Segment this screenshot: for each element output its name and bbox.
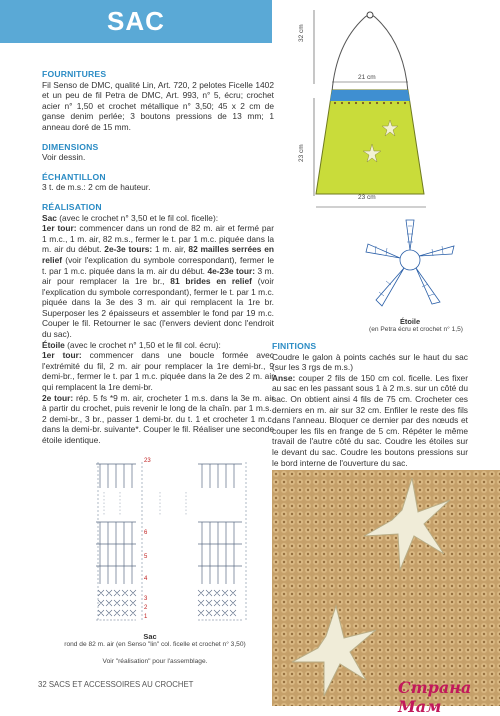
fournitures-heading: FOURNITURES (42, 69, 107, 79)
sac-title: Sac (42, 212, 57, 223)
bag-photo (272, 470, 500, 706)
watermark-logo: Страна Мам (398, 678, 472, 716)
etoile-tour2-label: 2e tour: (42, 392, 74, 403)
tour1-text: commencer dans un rond de 82 m. air et fermé par 1 m.c., 1 m. air, 82 m.s., fermer le t. par 1 m.c. piquée dans la m. air du début. (42, 223, 274, 255)
bag-body (316, 90, 424, 194)
dim-strap: 32 cm (298, 24, 305, 42)
anse-label: Anse: (272, 372, 296, 383)
star-diagram (362, 216, 458, 316)
etoile-tour1-label: 1er tour: (42, 350, 82, 361)
sac-intro: (avec le crochet n° 3,50 et le fil col. ficelle): (56, 212, 219, 223)
stitch-chart (86, 458, 258, 626)
etoile-intro: (avec le crochet n° 1,50 et le fil col. écru): (64, 339, 221, 350)
finitions-anse (272, 373, 468, 468)
sac-paragraph (42, 213, 274, 340)
etoile-title: Étoile (42, 339, 65, 350)
echantillon-heading: ÉCHANTILLON (42, 171, 106, 182)
tour423-bold: 81 brides en relief (170, 276, 252, 287)
footer-text: SACS ET ACCESSOIRES AU CROCHET (48, 680, 194, 689)
page-footer (38, 680, 193, 689)
page-number: 32 (38, 680, 47, 689)
ring-icon (367, 12, 373, 18)
finitions-p1: Coudre le galon à points cachés sur le haut du sac (sur les 3 rgs de m.s.) (272, 351, 468, 373)
dim-top-width: 21 cm (358, 74, 376, 81)
row-label: 5 (144, 554, 148, 560)
star-title: Étoile (399, 317, 421, 326)
row-label: 6 (144, 530, 148, 536)
star-caption: (en Petra écru et crochet n° 1,5) (369, 326, 463, 333)
row-label: 1 (144, 614, 148, 620)
etoile-paragraph (42, 340, 274, 446)
finitions-section (272, 341, 468, 468)
dim-bottom-width: 23 cm (358, 194, 376, 201)
chart-title: Sac (143, 632, 157, 641)
dim-body-height: 23 cm (298, 144, 305, 162)
dimensions-text: Voir dessin. (42, 152, 86, 163)
row-label: 2 (144, 605, 148, 611)
chart-note: Voir "réalisation" pour l'assemblage. (102, 658, 208, 665)
bag-band (330, 90, 410, 101)
anse-text: couper 2 fils de 150 cm col. ficelle. Les fixer au sac en les passant sous 1 à 2 m.s. sur un côté du sac. On obtient ainsi 4 fils de 75 cm. Crocheter ces derniers en m. air sur 32 cm. Enfiler le reste des fils dans l'anneau. Bloquer ce dernier par des nœuds et couper les fils en frange de 5 cm. Répéter le même travail de l'autre côté du sac. Coudre les étoiles sur le devant du sac. Coudre les boutons pressions sur le bord interne de l'ouverture du sac. (272, 372, 468, 468)
realisation-heading: RÉALISATION (42, 201, 102, 212)
bag-diagram (290, 4, 470, 216)
tour1-label: 1er tour: (42, 223, 77, 234)
fournitures-text: Fil Senso de DMC, qualité Lin, Art. 720, 2 pelotes Ficelle 1402 et un peu de fil Petra de DMC, Art. 993, n° 5, écru; crochet acier n° 1,50 et crochet métallique n° 3,50; 45 x 2 cm de ganse denim perlée; 3 boutons pressions de 13 mm; 1 anneau doré de 15 mm. (42, 79, 274, 132)
instructions-column (42, 69, 274, 446)
etoile-tour2-text: rép. 5 fs *9 m. air, crocheter 1 m.s. dans la 3e m. air à partir du crochet, puis revenir le long de la chaîn. par 1 m.s., 2 demi-br., 3 br., passer 1 demi-br. du t. 1 et crocheter 1 m.c. dans la demi-br. suivante*. Couper le fil. Réaliser une seconde étoile identique. (42, 392, 274, 445)
row-label: 23 (144, 458, 151, 464)
echantillon-text: 3 t. de m.s.: 2 cm de hauteur. (42, 182, 151, 193)
row-label: 3 (144, 596, 148, 602)
finitions-heading: FINITIONS (272, 341, 317, 351)
tour23-text2: (voir l'explication du symbole correspondant), fermer le t. par 1 m.c. piquée dans la m. air du début. (42, 254, 274, 276)
tour23-label: 2e-3e tours: (104, 244, 153, 255)
chart-caption: rond de 82 m. air (en Senso "lin" col. ficelle et crochet n° 3,50) (64, 641, 246, 648)
etoile-tour1-text: commencer dans une boucle formée avec l'extrémité du fil, 2 m. air pour remplacer la 1re demi-br., 9 demi-br., fermer le t. par 1 m.c. piquée dans la 2e des 2 m. air qui remplacent la 1re demi-br. (42, 350, 274, 393)
tour423-label: 4e-23e tour: (207, 265, 256, 276)
page-title: SAC (107, 6, 165, 36)
tour23-text: 1 m. air, (152, 244, 189, 255)
dimensions-heading: DIMENSIONS (42, 141, 99, 152)
tour423-text2: (voir l'explication du symbole correspondant), fermer le t. par 1 m.c. piquée dans la 3e des 3 m. air qui remplacent la 1re br. Superposer les 2 épaisseurs et assembler le fond par 19 m.c. Couper le fil. Retourner le sac (l'envers devient donc l'endroit du sac). (42, 276, 274, 340)
row-label: 4 (144, 576, 148, 582)
tour23-bold: 82 mailles serrées en relief (42, 244, 274, 265)
tour423-text: 3 m. air pour remplacer la 1re br., (42, 265, 274, 287)
